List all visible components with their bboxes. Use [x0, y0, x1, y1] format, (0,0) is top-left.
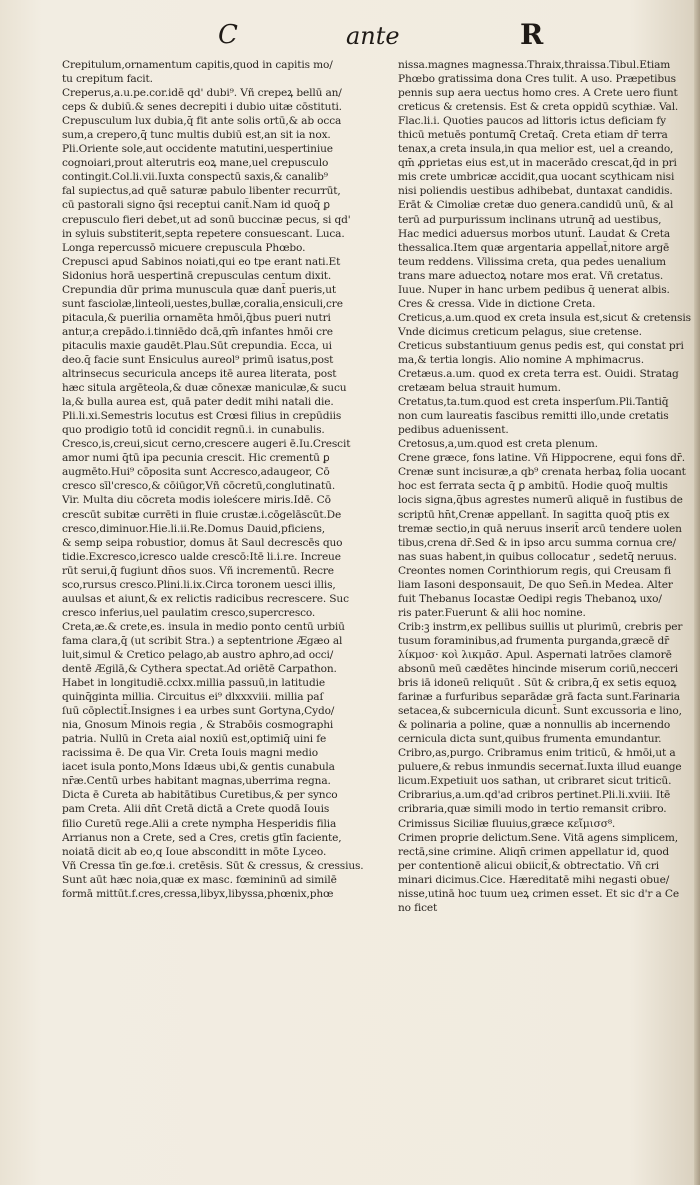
text-line: hæc situla argēteola,& duæ cōnexæ maniculæ,& sucu: [62, 382, 347, 395]
text-line: no ficet: [398, 901, 438, 914]
text-line: contingit.Col.li.vii.Iuxta conspectū saxis,& canalib⁹: [62, 171, 328, 184]
text-line: Creperus,a.u.pe.cor.idē qd' dubi⁹. Vñ crepeꝝ bellū an/: [62, 87, 342, 100]
text-line: hoc est ferrata secta q̄ ꝑ ambitū. Hodie quoq̄ multis: [398, 480, 668, 493]
text-line: liam Iasoni desponsauit, De quo Sen̄.in Medea. Alter: [398, 578, 673, 591]
text-line: noiatā dicit ab eo,q Ioue absconditt in mōte Lyceo.: [62, 845, 327, 858]
text-line: Longa repercussō micuere crepuscula Phœbo.: [62, 241, 306, 254]
text-line: cribraria,quæ simili modo in tertio remansit cribro.: [398, 803, 667, 816]
text-line: nissa.magnes magnessa.Thraix,thraissa.Tibul.Etiam: [398, 59, 671, 71]
text-line: Vir. Multa diu cōcreta modis ioleścere miris.Idē. Cō: [62, 494, 331, 507]
text-line: Creticus,a.um.quod ex creta insula est,sicut & cretensis: [398, 311, 691, 324]
text-line: mis crete umbricæ accidit,qua uocant scythicam nisi: [398, 171, 675, 184]
text-line: & semp seipa robustior, domus āt Saul decrescēs quo: [62, 536, 343, 549]
text-line: Cretosus,a,um.quod est creta plenum.: [398, 438, 598, 451]
text-line: antur,a crepādo.i.tinniēdo dcā,qm̄ infantes hmōi cre: [62, 325, 333, 338]
text-line: Flac.li.i. Quoties paucos ad littoris ictus deficiam fy: [398, 115, 666, 128]
text-line: pitacula,& puerilia ornamēta hmōi,q̄bus pueri nutri: [62, 311, 331, 324]
text-line: per contentionē alicui obiicit̄,& obtrectatio. Vñ cri: [398, 859, 659, 872]
text-line: cū pastorali signo q̄si receptui canit̄.Nam id quoq̄ ꝑ: [62, 199, 330, 212]
text-line: tidie.Excresco,icresco ualde crescō:Itē li.i.re. Increue: [62, 550, 341, 563]
text-line: cretæam belua strauit humum.: [398, 382, 561, 395]
text-line: pennis sup aera uectus homo cres. A Crete uero fiunt: [398, 87, 678, 100]
text-line: Cribrarius,a.um.qd'ad cribros pertinet.Pli.li.xviii. Itē: [398, 789, 671, 802]
text-line: setacea,& subcernicula dicunt̄. Sunt excussoria e lino,: [398, 705, 682, 718]
text-line: la,& bulla aurea est, quā pater dedit mihi natali die.: [62, 396, 334, 409]
text-line: non cum laureatis fascibus remitti illo,unde cretatis: [398, 410, 669, 423]
text-line: pitaculis maxie gaudēt.Plau.Sūt crepundia. Ecca, ui: [62, 339, 332, 352]
text-line: bris iā idoneū reliquūt . Sūt & cribra,q̄ ex setis equoꝝ: [398, 677, 677, 690]
text-line: altrinsecus securicula anceps itē aurea literata, post: [62, 368, 337, 381]
text-line: pam Creta. Alii dn̄t Cretā dictā a Crete quodā Iouis: [62, 803, 330, 816]
text-line: nisi poliendis uestibus adhibebat, duntaxat candidis.: [398, 185, 673, 198]
text-line: Crepitulum,ornamentum capitis,quod in capitis mo/: [62, 59, 333, 71]
text-line: quo prodigio totū id concidit regnū.i. in cunabulis.: [62, 424, 325, 437]
text-line: farinæ a furfuribus separādæ grā facta sunt.Farinaria: [398, 691, 680, 704]
text-line: nr̄æ.Centū urbes habitant magnas,uberrima regna.: [62, 775, 331, 788]
text-line: nia, Gnosum Minois regia , & Strabōis cosmographi: [62, 719, 334, 732]
text-line: ris pater.Fuerunt & alii hoc nomine.: [398, 606, 586, 619]
text-line: Crepusculum lux dubia,q̄ fit ante solis ortū,& ab occa: [62, 115, 342, 128]
text-line: Creta,æ.& crete,es. insula in medio ponto centū urbiū: [62, 620, 345, 633]
text-line: Arrianus non a Crete, sed a Cres, cretis gtīn faciente,: [62, 831, 342, 844]
text-line: sum,a crepero,q̄ tunc multis dubiū est,an sit ia nox.: [62, 129, 331, 142]
text-line: Cretatus,ta.tum.quod est creta insperſum.Pli.Tantiq̄: [398, 396, 669, 409]
text-line: Crimissus Siciliæ fluuius,græce κεἴμισσ⁸.: [398, 817, 616, 830]
text-line: tenax,a creta insula,in qua melior est, uel a creando,: [398, 143, 674, 156]
text-line: Erāt & Cimoliæ cretæ duo genera.candidū unū, & al: [398, 199, 674, 212]
text-line: sunt fasciolæ,linteoli,uestes,bullæ,coralia,ensiculi,cre: [62, 297, 343, 310]
text-line: tremæ sectio,in quā neruus inserit̄ arcū tendere uolen: [398, 522, 682, 535]
text-line: fal supiectus,ad quē saturæ pabulo libenter recurrūt,: [62, 185, 341, 198]
text-line: nisse,utinā hoc tuum ueꝝ crimen esset. Et sic d'r a Ce: [398, 887, 679, 900]
text-line: Pli.Oriente sole,aut occidente matutini,uespertiniue: [62, 143, 333, 156]
text-line: filio Curetū rege.Alii a crete nympha Hesperidis filia: [62, 817, 337, 830]
text-line: augmēto.Hui⁹ cōposita sunt Accresco,adaugeor, Cō: [62, 466, 330, 479]
header-left-letter: C: [218, 20, 238, 50]
text-line: Crene græce, fons latine. Vñ Hippocrene, equi fons dr̄.: [398, 452, 685, 465]
text-line: cresco inferius,uel paulatim cresco,supercresco.: [62, 606, 316, 619]
text-line: absonū meū cædētes hincinde miserum coriū,necceri: [398, 663, 679, 676]
text-line: cognoiari,prout alterutris eoꝝ mane,uel crepusculo: [62, 157, 329, 170]
text-line: auulsas et aiunt,& ex relictis radicibus recrescere. Suc: [62, 592, 349, 605]
text-line: λίκμοσ· κοὶ λικμᾶσ. Apul. Aspernati latrōes clamorē: [398, 648, 672, 661]
text-line: Creontes nomen Corinthiorum regis, qui Creusam fi: [398, 564, 672, 577]
text-line: Hac medici aduersus morbos utunt̄. Laudat & Creta: [398, 227, 671, 240]
text-line: fama clara,q̄ (ut scribit Stra.) a septentrione Ægæo al: [62, 634, 343, 647]
text-line: tibus,crena dr̄.Sed & in ipso arcu summa cornua cre/: [398, 536, 676, 549]
text-line: rūt serui,q̄ fugiunt dn̄os suos. Vñ incrementū. Recre: [62, 564, 334, 577]
text-line: creticus & cretensis. Est & creta oppidū scythiæ. Val.: [398, 101, 679, 114]
page-header: [0, 18, 700, 58]
text-line: ſuū cōplectit̄.Insignes i ea urbes sunt Gortyna,Cydo/: [62, 705, 335, 718]
text-line: quinq̄ginta millia. Circuitus ei⁹ dlxxxviii. millia paſ: [62, 691, 324, 704]
text-line: thessalica.Item quæ argentaria appellat̄,nitore argē: [398, 241, 670, 254]
text-line: Iuue. Nuper in hanc urbem pedibus q̄ uenerat albis.: [398, 283, 670, 296]
text-line: trans mare aduectoꝝ notare mos erat. Vñ cretatus.: [398, 269, 664, 282]
text-line: thicū metuēs pontumq̄ Cretaq̄. Creta etiam dr̄ terra: [398, 129, 668, 142]
text-line: racissima ē. De qua Vir. Creta Iouis magni medio: [62, 747, 318, 760]
text-line: qm̄ ꝓprietas eius est,ut in macerādo crescat,q̄d in pri: [398, 157, 677, 170]
text-line: ceps & dubiū.& senes decrepiti i dubio uitæ cōstituti.: [62, 101, 342, 114]
right-column: [398, 58, 694, 915]
text-line: Cres & cressa. Vide in dictione Creta.: [398, 297, 596, 310]
text-line: rectā,sine crimine. Aliqn̄ crimen appellatur id, quod: [398, 845, 670, 858]
text-line: Cresco,is,creui,sicut cerno,crescere augeri ē.Iu.Crescit: [62, 438, 351, 451]
text-line: patria. Nullū in Creta aial noxiū est,optimiq̄ uini fe: [62, 733, 327, 746]
text-line: tu crepitum facit.: [62, 73, 153, 86]
text-line: Crib:ꝫ instrm,ex pellibus suillis ut plurimū, crebris per: [398, 620, 683, 633]
text-line: Crepusci apud Sabinos noiati,qui eo tpe erant nati.Et: [62, 255, 341, 268]
text-line: teum reddens. Vilissima creta, qua pedes uenalium: [398, 255, 666, 268]
text-line: Cribro,as,purgo. Cribramus enim triticū, & hmōi,ut a: [398, 747, 676, 760]
text-line: locis signa,q̄bus agrestes numerū aliquē in fustibus de: [398, 494, 683, 507]
text-line: Habet in longitudiē.cclxx.millia passuū,in latitudie: [62, 677, 325, 690]
text-line: Sidonius horā uespertinā crepusculas centum dixit.: [62, 269, 332, 282]
text-line: Pli.li.xi.Semestris locutus est Crœsi filius in crepūdiis: [62, 410, 342, 423]
text-line: amor numi q̄tū ipa pecunia crescit. Hic crementū ꝑ: [62, 452, 330, 465]
text-line: sco,rursus cresco.Plini.li.ix.Circa toronem uesci illis,: [62, 578, 336, 591]
text-line: cernicula dicta sunt,quibus frumenta emundantur.: [398, 733, 662, 746]
text-line: tusum foraminibus,ad frumenta purganda,græcē dr̄: [398, 634, 670, 647]
text-line: terū ad purpurissum inclinans utrunq̄ ad uestibus,: [398, 213, 662, 226]
header-right-letter: R: [520, 18, 544, 51]
text-line: pedibus aduenissent.: [398, 424, 509, 437]
text-line: nas suas habent,in quibus collocatur , sedetq̄ neruus.: [398, 550, 677, 563]
text-line: Crepundia dūr prima munuscula quæ dant̄ pueris,ut: [62, 283, 336, 296]
text-line: Crenæ sunt incisuræ,a qb⁹ crenata herbaꝝ folia uocant: [398, 466, 686, 479]
text-line: Creticus substantiuum genus pedis est, qui constat pri: [398, 339, 684, 352]
text-line: formā mittūt.f.cres,cressa,libyx,libyssa,phœnix,phœ: [62, 887, 334, 900]
text-line: minari dicimus.Cice. Hæreditatē mihi negasti obue/: [398, 873, 670, 886]
left-column: [62, 58, 392, 901]
text-line: deo.q̄ facie sunt Ensiculus aureol⁹ primū isatus,post: [62, 353, 334, 366]
text-line: crescūt subitæ currēti in fluie crustæ.i.cōgelāscūt.De: [62, 508, 342, 521]
page-edge: [694, 0, 700, 1185]
text-line: crepusculo fieri debet,ut ad sonū buccinæ pecus, si qd': [62, 213, 351, 226]
text-line: & polinaria a poline, quæ a nonnullis ab incernendo: [398, 719, 671, 732]
text-line: luit,simul & Cretico pelago,ab austro aphro,ad occi/: [62, 648, 334, 661]
text-line: Cretæus.a.um. quod ex creta terra est. Ouidi. Stratag: [398, 368, 679, 381]
text-line: fuit Thebanus Iocastæ Oedipi regis Thebanoꝝ uxo/: [398, 592, 662, 605]
header-running-title: ante: [346, 22, 400, 50]
text-line: cresco,diminuor.Hie.li.ii.Re.Domus Dauid,pficiens,: [62, 522, 325, 535]
text-line: Sunt aūt hæc noia,quæ ex masc. fœmininū ad similē: [62, 873, 337, 886]
text-line: dentē Ægilā,& Cythera spectat.Ad oriētē Carpathon.: [62, 663, 337, 676]
text-line: cresco sīl'cresco,& cōiūgor,Vñ cōcretū,conglutinatū.: [62, 480, 336, 493]
text-line: scriptū hn̄t,Crenæ appellant̄. In sagitta quoq̄ ptis ex: [398, 508, 670, 521]
text-line: Phœbo gratissima dona Cres tulit. A uso. Præpetibus: [398, 73, 676, 86]
text-line: puluere,& rebus inmundis secernat̄.Iuxta illud euange: [398, 761, 682, 774]
text-line: Dicta ē Cureta ab habitātibus Curetibus,& per synco: [62, 789, 338, 802]
text-line: in syluis substiterit,septa repetere consuescant. Luca.: [62, 227, 345, 240]
text-line: Vñ Cressa tīn ge.fœ.i. cretēsis. Sūt & cressus, & cressius.: [62, 859, 364, 872]
text-line: Crimen proprie delictum.Sene. Vitā agens simplicem,: [398, 831, 678, 844]
text-line: iacet isula ponto,Mons Idæus ubi,& gentis cunabula: [62, 761, 335, 774]
text-line: licum.Expetiuit uos sathan, ut cribraret sicut triticū.: [398, 775, 672, 788]
text-line: ma,& tertia longis. Alio nomine A mphimacrus.: [398, 353, 644, 366]
text-line: Vnde dicimus creticum pelagus, siue cretense.: [398, 325, 642, 338]
